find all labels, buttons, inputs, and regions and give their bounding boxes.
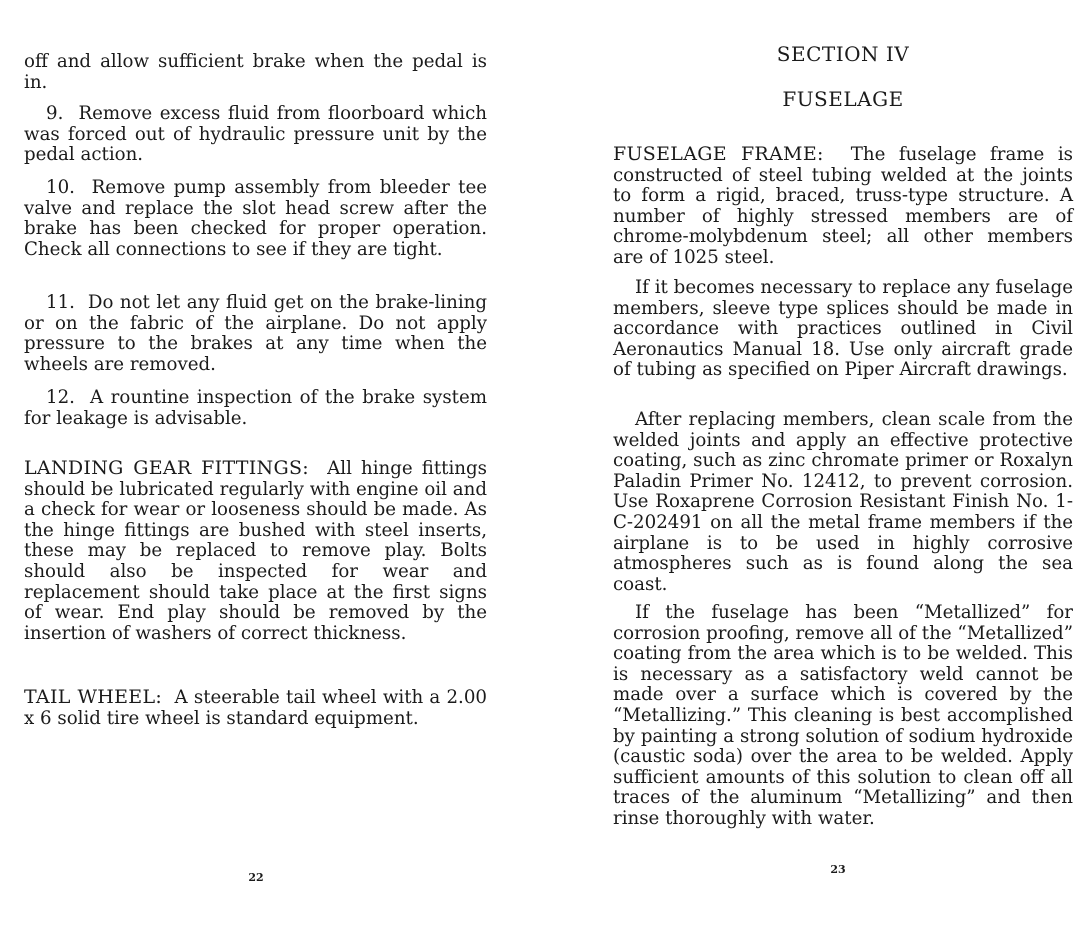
item-text: A rountine inspection of the brake system for leakage is advisable. [24, 387, 487, 429]
page-number-right: 23 [830, 863, 846, 876]
item-number: 12. [46, 387, 75, 408]
item-number: 9. [46, 103, 64, 124]
fuselage-frame-text: The fuselage frame is constructed of steel tubing welded at the joints to form a rigid, braced, truss-type structure. A number of highly stressed members are of chrome-molybdenum steel; all other members are of 1025 steel. [613, 144, 1073, 268]
list-item-9 [24, 104, 487, 166]
fuselage-frame-section [613, 144, 1073, 269]
right-page [613, 0, 1073, 936]
paragraph-splices: If it becomes necessary to replace any fuselage members, sleeve type splices should be made in accordance with practices outlined in Civil Aeronautics Manual 18. Use only aircraft grade of tubing as specified on Piper Aircraft drawings. [613, 277, 1073, 381]
item-number: 10. [46, 177, 75, 198]
list-item-11 [24, 293, 487, 375]
tail-wheel-section [24, 687, 487, 729]
item-text: Remove excess fluid from floorboard which was forced out of hydraulic pressure unit by the pedal action. [24, 103, 487, 166]
list-item-10 [24, 178, 487, 260]
tail-wheel-heading: TAIL WHEEL: [24, 686, 163, 708]
section-heading: SECTION IV [776, 42, 910, 66]
paragraph-protective-coating: After replacing members, clean scale from the welded joints and apply an effective protective coating, such as zinc chromate primer or Roxalyn Paladin Primer No. 12412, to prevent corrosion. Use Roxaprene Corrosion Resistant Finish No. 1-C-202491 on all the metal frame members if the airplane is to be used in highly corrosive atmospheres such as is found along the sea coast. [613, 409, 1073, 595]
page-number-left: 22 [248, 871, 264, 884]
continuation-paragraph: off and allow sufficient brake when the pedal is in. [24, 51, 487, 93]
left-page [24, 0, 487, 936]
item-number: 11. [46, 292, 75, 313]
landing-gear-text: All hinge fittings should be lubricated regularly with engine oil and a check for wear or looseness should be made. As the hinge fittings are bushed with steel inserts, these may be replaced to remove play. Bolts should also be inspected for wear and replacement should take place at the first signs of wear. End play should be removed by the insertion of washers of correct thickness. [24, 458, 487, 644]
paragraph-metallized: If the fuselage has been “Metallized” for corrosion proofing, remove all of the “Metallized” coating from the area which is to be welded. This is necessary as a satisfactory weld cannot be made over a surface which is covered by the “Metallizing.” This cleaning is best accomplished by painting a strong solution of sodium hydroxide (caustic soda) over the area to be welded. Apply sufficient amounts of this solution to clean off all traces of the aluminum “Metallizing” and then rinse thoroughly with water. [613, 602, 1073, 829]
item-text: Do not let any fluid get on the brake-lining or on the fabric of the airplane. Do not apply pressure to the brakes at any time when the wheels are removed. [24, 292, 487, 375]
list-item-12 [24, 388, 487, 429]
fuselage-frame-heading: FUSELAGE FRAME: [613, 143, 824, 165]
tail-wheel-text: A steerable tail wheel with a 2.00 x 6 solid tire wheel is standard equipment. [24, 687, 487, 729]
item-text: Remove pump assembly from bleeder tee valve and replace the slot head screw after the brake has been checked for proper operation. Check all connections to see if they are tight. [24, 177, 487, 260]
section-title: FUSELAGE [782, 87, 904, 111]
landing-gear-fittings-section [24, 458, 487, 644]
landing-gear-heading: LANDING GEAR FITTINGS: [24, 457, 309, 479]
